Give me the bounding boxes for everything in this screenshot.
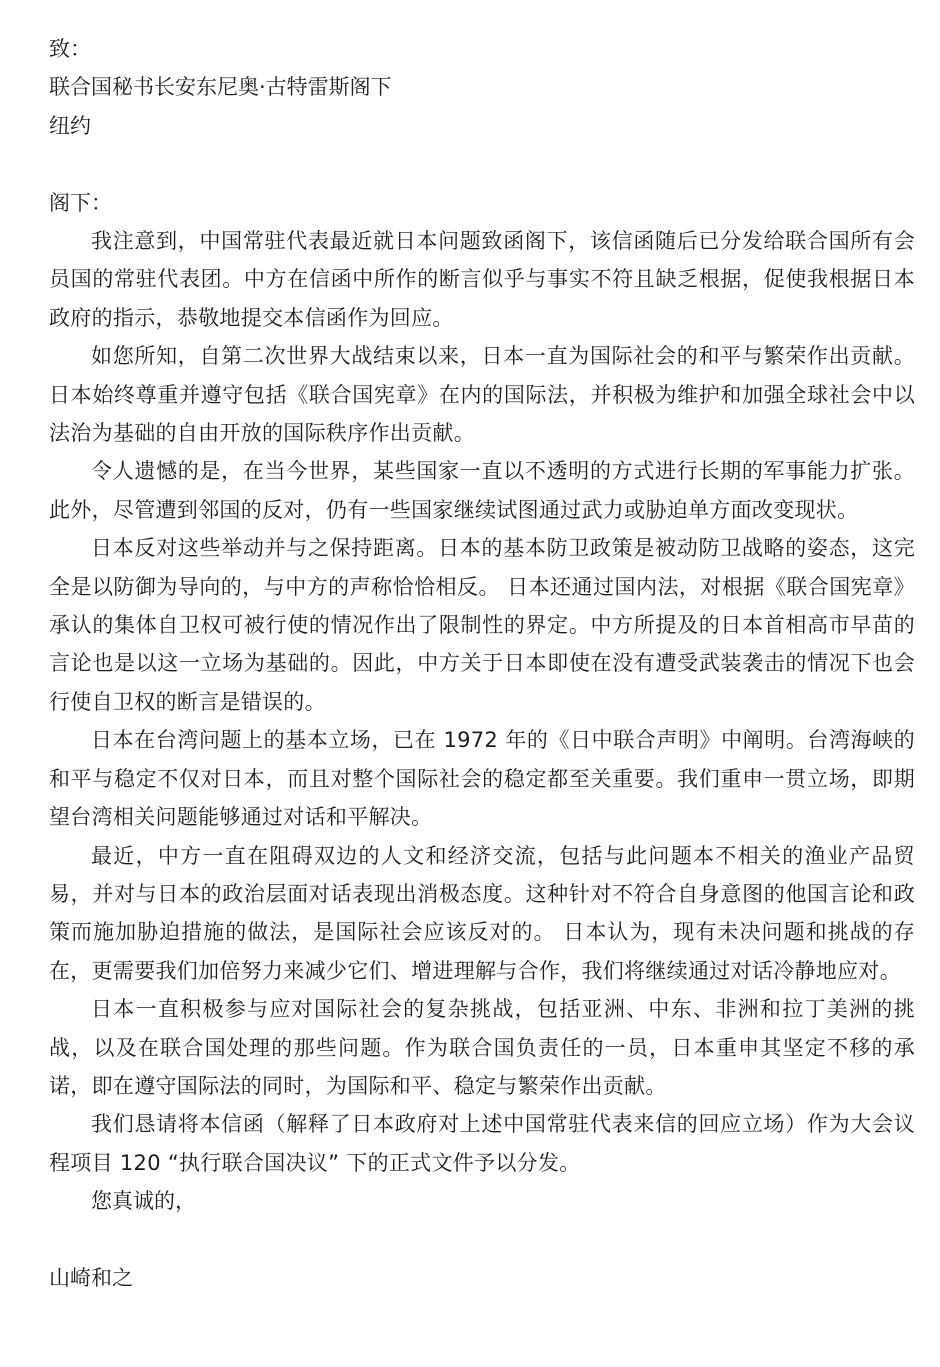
- paragraph-5: 日本在台湾问题上的基本立场，已在 1972 年的《日中联合声明》中阐明。台湾海峡的和平与稳定不仅对日本，而且对整个国际社会的稳定都至关重要。我们重申一贯立场，即期望台湾相关问题能够通过对话和平解决。: [49, 728, 915, 830]
- closing: 您真诚的，: [91, 1189, 196, 1214]
- paragraph-3: 令人遗憾的是，在当今世界，某些国家一直以不透明的方式进行长期的军事能力扩张。此外，尽管遭到邻国的反对，仍有一些国家继续试图通过武力或胁迫单方面改变现状。: [49, 459, 915, 522]
- paragraph-8: 我们恳请将本信函（解释了日本政府对上述中国常驻代表来信的回应立场）作为大会议程项目 120 “执行联合国决议” 下的正式文件予以分发。: [49, 1112, 915, 1175]
- salutation: 阁下：: [49, 190, 112, 215]
- recipient-location: 纽约: [49, 113, 91, 138]
- letter-header: [49, 30, 915, 145]
- signature-spacer: [49, 1221, 915, 1259]
- paragraph-2: 如您所知，自第二次世界大战结束以来，日本一直为国际社会的和平与繁荣作出贡献。 日本始终尊重并遵守包括《联合国宪章》在内的国际法，并积极为维护和加强全球社会中以法治为基础的自由开放的国际秩序作出贡献。: [49, 344, 915, 446]
- paragraph-1: 我注意到，中国常驻代表最近就日本问题致函阁下，该信函随后已分发给联合国所有会员国的常驻代表团。中方在信函中所作的断言似乎与事实不符且缺乏根据，促使我根据日本政府的指示，恭敬地提交本信函作为回应。: [49, 229, 915, 330]
- signature: 山崎和之: [49, 1265, 133, 1290]
- recipient-name: 联合国秘书长安东尼奥·古特雷斯阁下: [49, 75, 392, 100]
- paragraph-7: 日本一直积极参与应对国际社会的复杂挑战，包括亚洲、中东、非洲和拉丁美洲的挑战，以及在联合国处理的那些问题。作为联合国负责任的一员，日本重申其坚定不移的承诺，即在遵守国际法的同时，为国际和平、稳定与繁荣作出贡献。: [49, 997, 915, 1098]
- to-label: 致：: [49, 37, 91, 61]
- paragraph-4: 日本反对这些举动并与之保持距离。日本的基本防卫政策是被动防卫战略的姿态，这完全是以防御为导向的，与中方的声称恰恰相反。 日本还通过国内法，对根据《联合国宪章》承认的集体自卫权可被行使的情况作出了限制性的界定。中方所提及的日本首相高市早苗的言论也是以这一立场为基础的。因此，中方关于日本即使在没有遭受武装袭击的情况下也会行使自卫权的断言是错误的。: [49, 536, 915, 714]
- paragraph-6: 最近，中方一直在阻碍双边的人文和经济交流，包括与此问题本不相关的渔业产品贸易，并对与日本的政治层面对话表现出消极态度。这种针对不符合自身意图的他国言论和政策而施加胁迫措施的做法，是国际社会应该反对的。 日本认为，现有未决问题和挑战的存在，更需要我们加倍努力来减少它们、增进理解与合作，我们将继续通过对话冷静地应对。: [49, 843, 915, 983]
- letter-body: [49, 30, 915, 1297]
